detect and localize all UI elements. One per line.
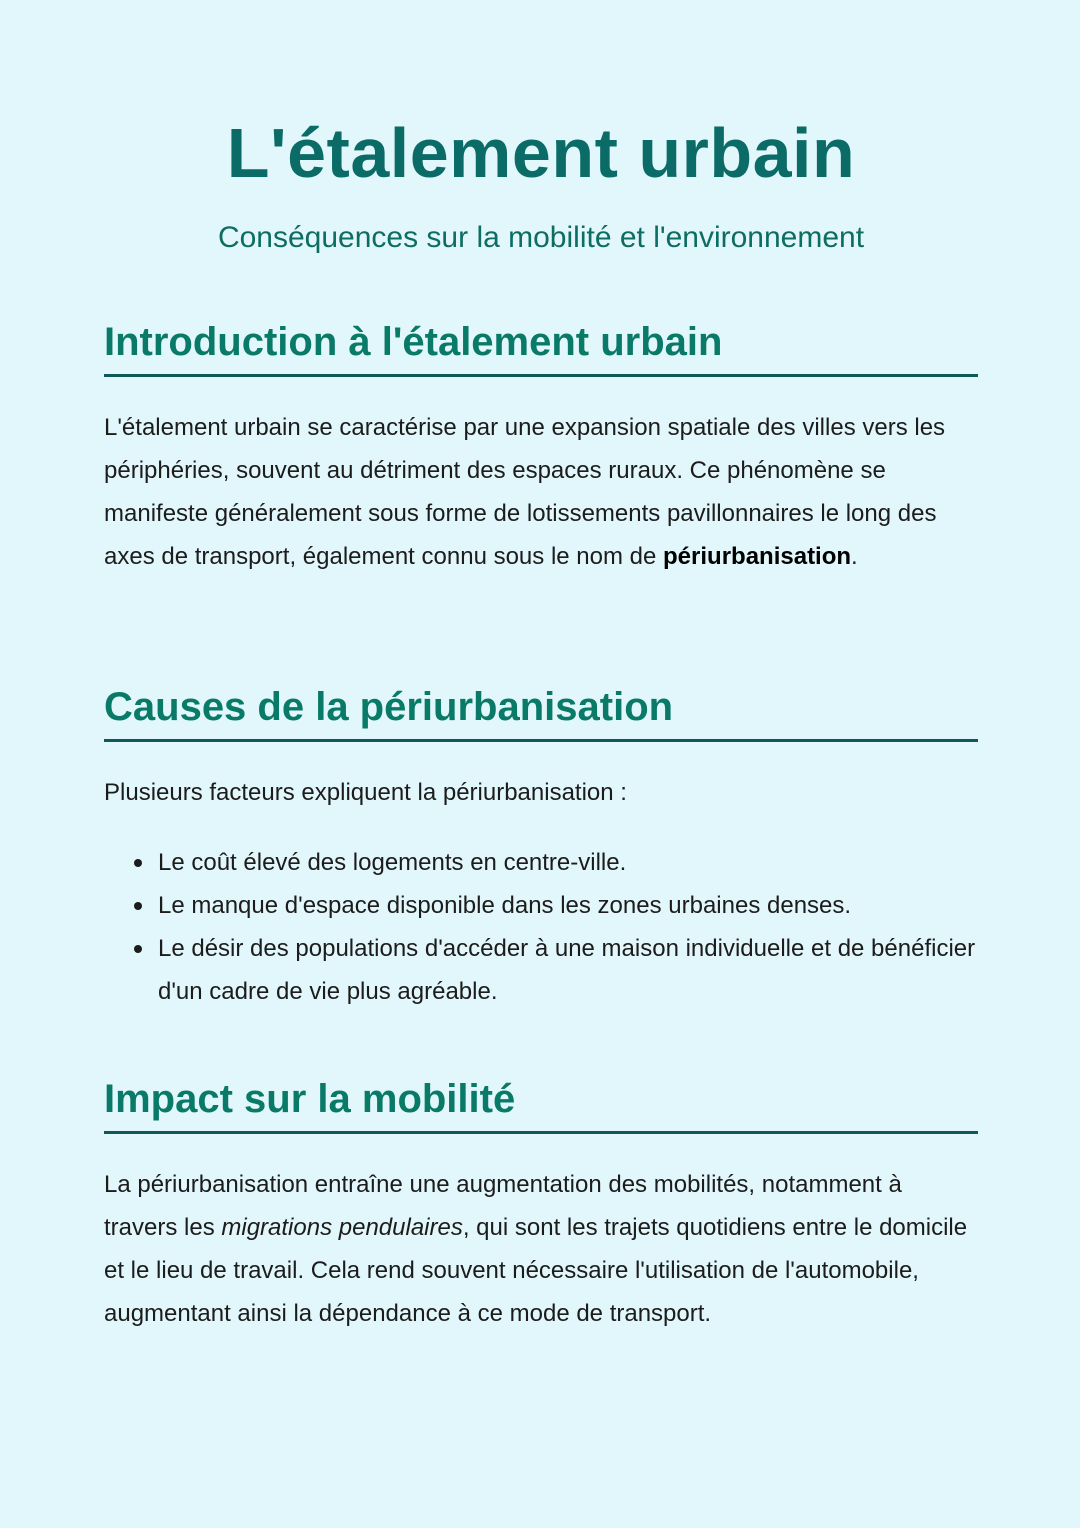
paragraph-text: L'étalement urbain se caractérise par une expansion spatiale des villes vers les périphéries, souvent au détriment des espaces ruraux. Ce phénomène se manifeste généralement sous forme de lotissements pavillonnaires le long des axes de transport, également connu sous le nom de [104, 414, 946, 570]
section-divider [104, 739, 978, 742]
section-divider [104, 1131, 978, 1134]
section-heading: Causes de la périurbanisation [104, 685, 674, 729]
section-paragraph [104, 1163, 978, 1335]
page-title: L'étalement urbain [226, 114, 856, 192]
paragraph-text: La périurbanisation entraîne une augmentation des mobilités, notamment à travers les [104, 1171, 902, 1241]
paragraph-end: . [851, 543, 858, 570]
section-introduction [104, 318, 978, 578]
paragraph-end: , qui sont les trajets quotidiens entre le domicile et le lieu de travail. Cela rend souvent nécessaire l'utilisation de l'automobile, augmentant ainsi la dépendance à ce mode de transport. [104, 1214, 968, 1327]
list-item: Le désir des populations d'accéder à une maison individuelle et de bénéficier d'un cadre de vie plus agréable. [104, 927, 978, 1013]
section-intro: Plusieurs facteurs expliquent la périurbanisation : [104, 779, 627, 806]
section-paragraph [104, 406, 978, 578]
list-item: Le manque d'espace disponible dans les zones urbaines denses. [104, 884, 978, 927]
section-mobility [104, 1075, 978, 1335]
section-heading: Introduction à l'étalement urbain [104, 320, 723, 364]
section-heading: Impact sur la mobilité [104, 1077, 516, 1121]
causes-list [104, 841, 978, 1013]
list-item: Le coût élevé des logements en centre-ville. [104, 841, 978, 884]
section-divider [104, 374, 978, 377]
italic-term: migrations pendulaires [221, 1214, 463, 1241]
page-subtitle: Conséquences sur la mobilité et l'environnement [217, 221, 865, 254]
bold-term: périurbanisation [663, 543, 852, 570]
section-causes [104, 683, 978, 1013]
